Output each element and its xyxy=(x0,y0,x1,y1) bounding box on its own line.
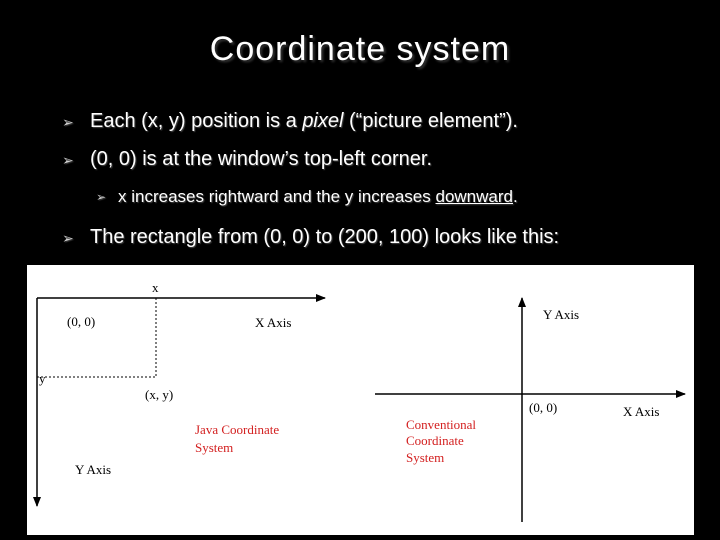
bullet-origin xyxy=(62,148,433,171)
coordinate-diagram xyxy=(27,265,694,535)
bullet-arrow-icon: ➢ xyxy=(96,190,107,204)
bullet-italic: pixel xyxy=(302,110,344,132)
java-x-axis-label: X Axis xyxy=(255,315,292,330)
bullet-underline: downward xyxy=(435,187,513,206)
conv-x-axis-label: X Axis xyxy=(623,404,660,419)
java-origin-label: (0, 0) xyxy=(67,314,96,329)
bullet-arrow-icon: ➢ xyxy=(62,230,74,246)
conv-y-axis-label: Y Axis xyxy=(543,307,579,322)
conv-origin-label: (0, 0) xyxy=(529,400,558,415)
bullet-text-end: . xyxy=(513,187,518,206)
bullet-text: The rectangle from (0, 0) to (200, 100) looks like this: xyxy=(90,226,560,248)
java-y-label: y xyxy=(39,371,46,386)
coordinate-figure xyxy=(27,265,694,535)
conv-caption-line3: System xyxy=(406,450,445,465)
java-caption-line1: Java Coordinate xyxy=(195,422,280,437)
bullet-text: (0, 0) is at the window’s top-left corner. xyxy=(90,148,433,170)
bullet-text: Each (x, y) position is a xyxy=(90,110,303,132)
bullet-arrow-icon: ➢ xyxy=(62,114,74,130)
bullet-arrow-icon: ➢ xyxy=(62,152,74,168)
bullet-text: x increases rightward and the y increases xyxy=(118,187,436,206)
conv-caption-line1: Conventional xyxy=(406,417,477,432)
java-y-axis-label: Y Axis xyxy=(75,462,111,477)
java-x-label: x xyxy=(152,280,159,295)
slide-title: Coordinate system xyxy=(209,30,511,68)
java-point-label: (x, y) xyxy=(145,387,174,402)
bullet-pixel xyxy=(62,110,518,133)
bullet-rectangle xyxy=(62,226,560,249)
bullet-text-end: (“picture element”). xyxy=(343,110,518,132)
sub-bullet-direction xyxy=(96,187,518,207)
java-caption-line2: System xyxy=(195,440,234,455)
conv-caption-line2: Coordinate xyxy=(406,433,464,448)
